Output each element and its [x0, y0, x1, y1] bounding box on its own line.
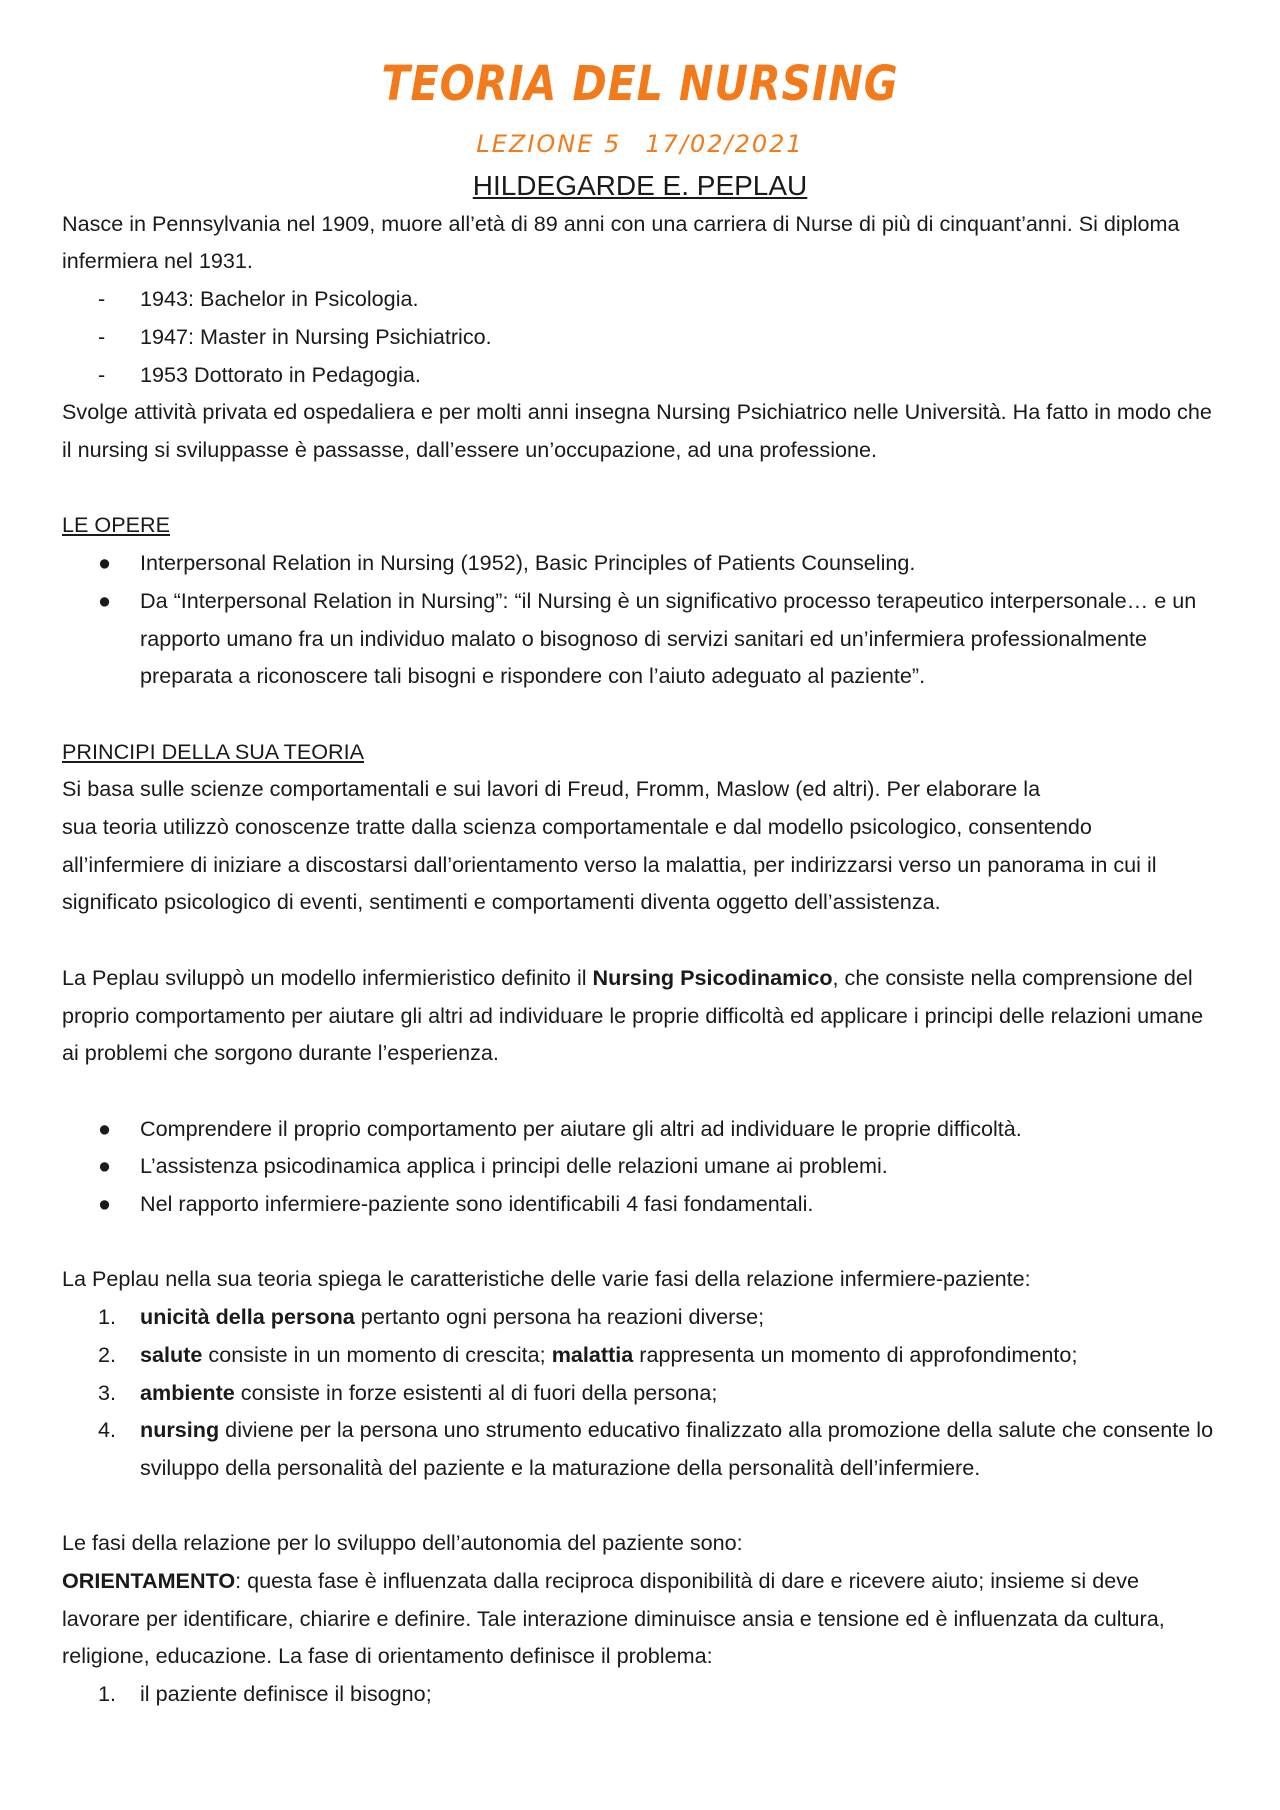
- list-item: - 1947: Master in Nursing Psichiatrico.: [62, 318, 1218, 356]
- works-heading: LE OPERE: [62, 512, 171, 538]
- phases-intro: Le fasi della relazione per lo sviluppo dell’autonomia del paziente sono:: [62, 1530, 743, 1556]
- works-list: [62, 544, 1218, 695]
- bullet-marker: ●: [98, 1115, 112, 1141]
- nursing-psicodinamico-term: Nursing Psicodinamico: [592, 964, 833, 990]
- list-item: - 1953 Dottorato in Pedagogia.: [62, 356, 1218, 394]
- activity-paragraph: Svolge attività privata ed ospedaliera e per molti anni insegna Nursing Psichiatrico nelle Università. Ha fatto in modo che il nursing si sviluppasse è passasse, dall’essere un’occupazione, ad una professione.: [62, 399, 1212, 462]
- list-item: ● Interpersonal Relation in Nursing (1952), Basic Principles of Patients Counseling.: [62, 544, 1218, 582]
- principles-heading: PRINCIPI DELLA SUA TEORIA: [62, 738, 365, 764]
- lesson-number: LEZIONE 5: [476, 129, 622, 158]
- list-item: 4. nursing diviene per la persona uno strumento educativo finalizzato alla promozione della salute che consente lo sviluppo della personalità del paziente e la maturazione della personalità dell’infermiere.: [98, 1417, 1214, 1480]
- dash-marker: -: [98, 286, 106, 312]
- psychodynamic-paragraph: La Peplau sviluppò un modello infermieristico definito il Nursing Psicodinamico, che consiste nella comprensione del proprio comportamento per aiutare gli altri ad individuare le proprie difficoltà ed applicare i principi delle relazioni umane ai problemi che sorgono durante l’esperienza.: [62, 964, 1204, 1066]
- lesson-date: 17/02/2021: [645, 129, 804, 158]
- dash-marker: -: [98, 361, 106, 387]
- list-item: - 1943: Bachelor in Psicologia.: [62, 280, 1218, 318]
- list-item: ● L’assistenza psicodinamica applica i principi delle relazioni umane ai problemi.: [62, 1147, 1218, 1185]
- list-item: ● Nel rapporto infermiere-paziente sono identificabili 4 fasi fondamentali.: [62, 1185, 1218, 1223]
- bullet-marker: ●: [98, 1153, 112, 1179]
- list-item: ● Da “Interpersonal Relation in Nursing”: “il Nursing è un significativo processo terapeutico interpersonale… e un rapporto umano fra un individuo malato o bisognoso di servizi sanitari ed un’infermiera professionalmente preparata a riconoscere tali bisogni e rispondere con l’aiuto adeguato al paziente”.: [62, 582, 1218, 695]
- list-item: 1. il paziente definisce il bisogno;: [98, 1681, 432, 1707]
- principles-bullet-list: [62, 1110, 1218, 1223]
- list-item: 1. unicità della persona pertanto ogni persona ha reazioni diverse;: [98, 1304, 765, 1330]
- document-title: TEORIA DEL NURSING: [381, 56, 899, 112]
- list-item: ● Comprendere il proprio comportamento per aiutare gli altri ad individuare le proprie difficoltà.: [62, 1110, 1218, 1148]
- orientation-paragraph: ORIENTAMENTO: questa fase è influenzata dalla reciproca disponibilità di dare e ricevere aiuto; insieme si deve lavorare per identificare, chiarire e definire. Tale interazione diminuisce ansia e tensione ed è influenzata da cultura, religione, educazione. La fase di orientamento definisce il problema:: [62, 1568, 1165, 1669]
- orientation-label: ORIENTAMENTO: [62, 1568, 236, 1593]
- intro-paragraph: Nasce in Pennsylvania nel 1909, muore all’età di 89 anni con una carriera di Nurse di più di cinquant’anni. Si diploma infermiera nel 1931.: [62, 210, 1180, 274]
- characteristics-list: [62, 1298, 1218, 1487]
- list-item: 2. salute consiste in un momento di crescita; malattia rappresenta un momento di approfondimento;: [98, 1341, 1078, 1367]
- bullet-marker: ●: [98, 587, 112, 613]
- lesson-line: [62, 131, 1218, 157]
- bullet-marker: ●: [98, 1191, 112, 1216]
- dash-marker: -: [98, 323, 106, 349]
- orientation-list: [62, 1675, 1218, 1713]
- career-list: [62, 280, 1218, 393]
- list-item: 3. ambiente consiste in forze esistenti al di fuori della persona;: [98, 1379, 718, 1405]
- characteristics-intro: La Peplau nella sua teoria spiega le caratteristiche delle varie fasi della relazione infermiere-paziente:: [62, 1266, 1031, 1292]
- bullet-marker: ●: [98, 550, 112, 576]
- subject-heading: HILDEGARDE E. PEPLAU: [472, 170, 808, 202]
- principles-paragraph: Si basa sulle scienze comportamentali e sui lavori di Freud, Fromm, Maslow (ed altri). Per elaborare la sua teoria utilizzò conoscenze tratte dalla scienza comportamentale e dal modello psicologico, consentendo all’infermiere di iniziare a discostarsi dall’orientamento verso la malattia, per indirizzarsi verso un panorama in cui il significato psicologico di eventi, sentimenti e comportamenti diventa oggetto dell’assistenza.: [62, 776, 1157, 915]
